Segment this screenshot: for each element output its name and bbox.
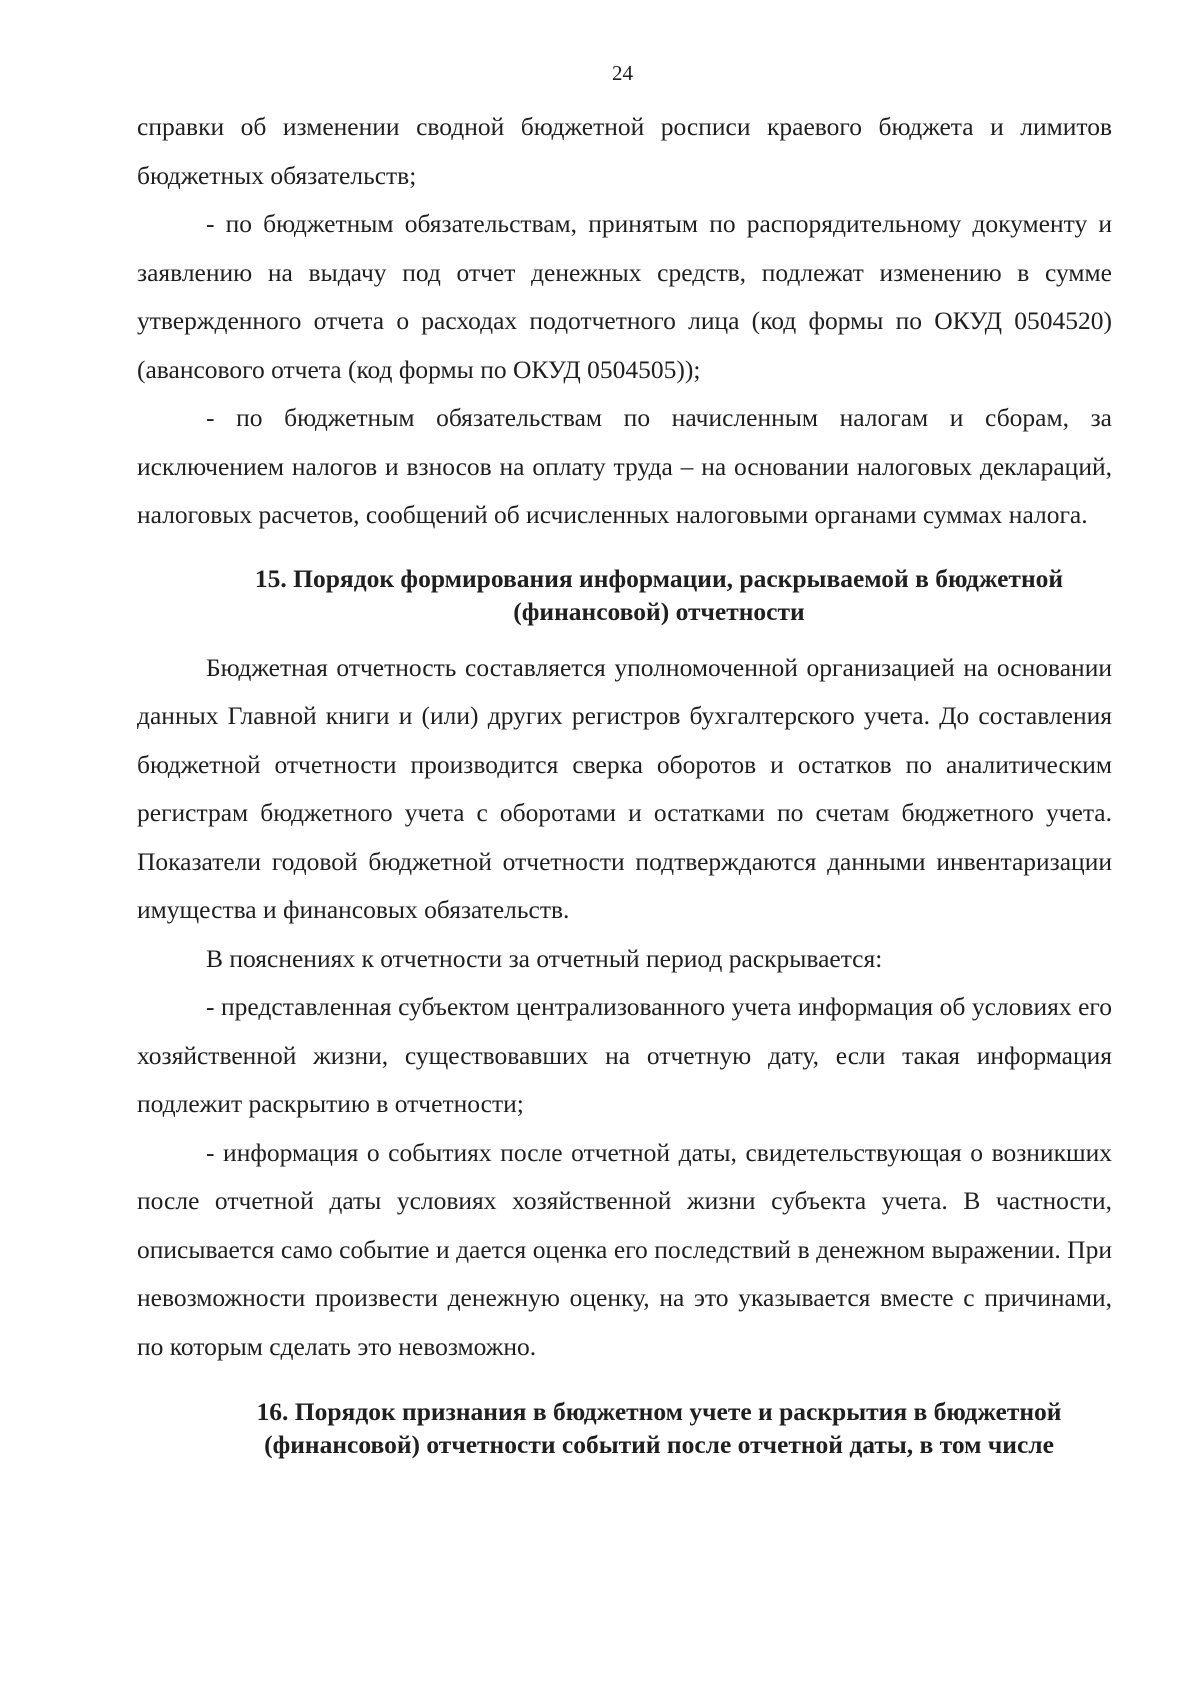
section-16-heading-line-1: 16. Порядок признания в бюджетном учете и раскрытия в бюджетной bbox=[256, 1397, 1062, 1426]
section-15-paragraph-3: - представленная субъектом централизованного учета информация об условиях его хозяйственной жизни, существовавших на отчетную дату, если такая информация подлежит раскрытию в отчетности; bbox=[137, 992, 1112, 1118]
intro-paragraph-1: справки об изменении сводной бюджетной росписи краевого бюджета и лимитов бюджетных обязательств; bbox=[137, 112, 1112, 190]
page-number: 24 bbox=[612, 61, 633, 85]
intro-paragraph-3: - по бюджетным обязательствам по начисленным налогам и сборам, за исключением налогов и взносов на оплату труда – на основании налоговых деклараций, налоговых расчетов, сообщений об исчисленных налоговыми органами суммах налога. bbox=[137, 403, 1112, 529]
section-15-paragraph-1: Бюджетная отчетность составляется уполномоченной организацией на основании данных Главной книги и (или) других регистров бухгалтерского учета. До составления бюджетной отчетности производится сверка оборотов и остатков по аналитическим регистрам бюджетного учета с оборотами и остатками по счетам бюджетного учета. Показатели годовой бюджетной отчетности подтверждаются данными инвентаризации имущества и финансовых обязательств. bbox=[137, 652, 1112, 924]
section-16-heading bbox=[137, 1395, 1112, 1461]
page-content bbox=[137, 103, 1112, 1461]
section-15-paragraph-4: - информация о событиях после отчетной даты, свидетельствующая о возникших после отчетной даты условиях хозяйственной жизни субъекта учета. В частности, описывается само событие и дается оценка его последствий в денежном выражении. При невозможности произвести денежную оценку, на это указывается вместе с причинами, по которым сделать это невозможно. bbox=[137, 1137, 1112, 1361]
section-15-heading: 15. Порядок формирования информации, раскрываемой в бюджетной (финансовой) отчетности bbox=[254, 563, 1064, 626]
section-16-heading-line-2: (финансовой) отчетности событий после отчетной даты, в том числе bbox=[264, 1430, 1054, 1459]
intro-paragraph-2: - по бюджетным обязательствам, принятым по распорядительному документу и заявлению на выдачу под отчет денежных средств, подлежат изменению в сумме утвержденного отчета о расходах подотчетного лица (код формы по ОКУД 0504520) (авансового отчета (код формы по ОКУД 0504505)); bbox=[137, 209, 1112, 384]
section-15-paragraph-2: В пояснениях к отчетности за отчетный период раскрывается: bbox=[206, 943, 883, 973]
